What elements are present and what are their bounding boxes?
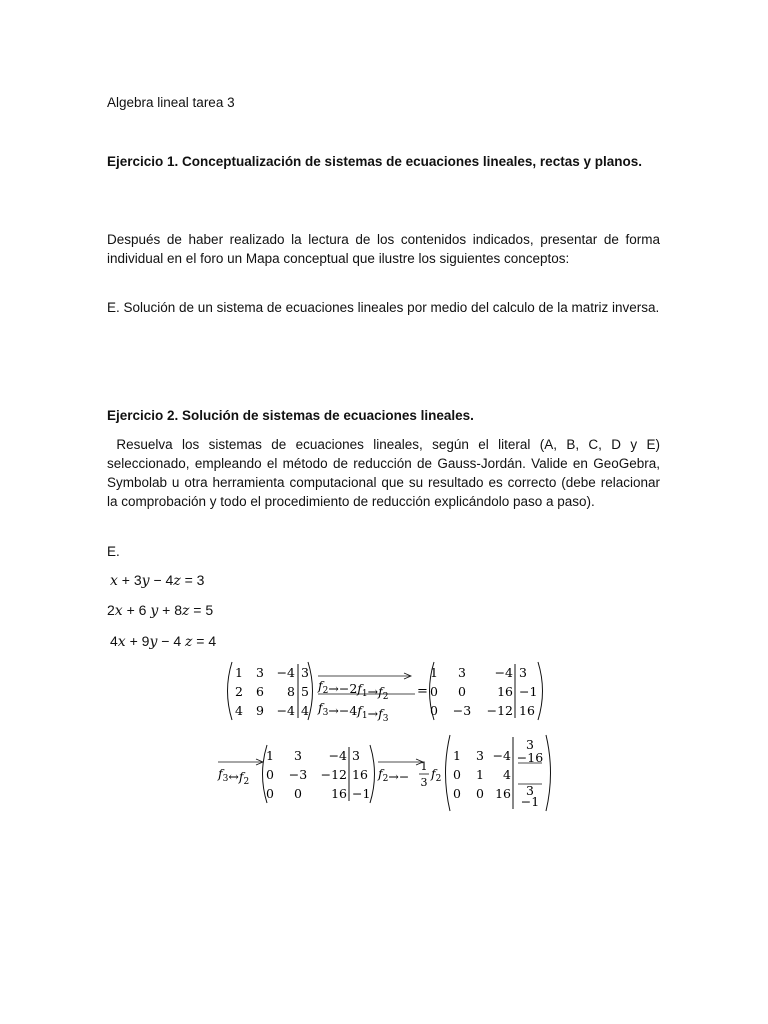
- literal-label: E.: [107, 544, 120, 559]
- equation-term: = 3: [180, 572, 205, 588]
- matrix-cell: −1: [520, 794, 540, 809]
- equation-term: − 4: [157, 633, 186, 649]
- ejercicio1-heading: Ejercicio 1. Conceptualización de sistemas de ecuaciones lineales, rectas y planos.: [107, 154, 642, 169]
- matrix-c-right-paren: [370, 745, 375, 803]
- matrix-cell: −1: [519, 684, 538, 699]
- subscript: 3: [222, 774, 229, 784]
- matrix-cell: 3: [458, 665, 466, 680]
- variable: f: [318, 700, 323, 715]
- variable: f: [431, 766, 436, 781]
- row-op-scale: [377, 766, 409, 784]
- subscript: 3: [322, 708, 329, 718]
- operator: →: [367, 684, 379, 699]
- row-op-scale-target: [430, 766, 441, 784]
- variable: x: [110, 573, 118, 589]
- matrix-cell: 16: [352, 767, 368, 782]
- matrix-cell: −3: [452, 703, 472, 718]
- scale-numerator: 1: [420, 760, 428, 773]
- matrix-d-left-paren: [446, 735, 451, 811]
- equation-term: + 8: [158, 602, 183, 618]
- matrix-cell: 3: [352, 748, 360, 763]
- matrix-cell: 16: [331, 786, 347, 801]
- variable: z: [185, 634, 193, 650]
- subscript: 2: [382, 774, 389, 784]
- operator: →−2: [328, 681, 358, 696]
- equation-term: + 3: [117, 572, 142, 588]
- matrix-cell: 0: [430, 684, 438, 699]
- operator: →−4: [328, 703, 358, 718]
- equation-term: 2: [107, 602, 115, 618]
- matrix-cell: 2: [235, 684, 243, 699]
- variable: f: [357, 681, 362, 696]
- matrix-cell: 5: [301, 684, 309, 699]
- subscript: 1: [361, 689, 368, 699]
- matrix-cell: 3: [301, 665, 309, 680]
- matrix-cell: 9: [256, 703, 264, 718]
- matrix-cell: 6: [256, 684, 264, 699]
- document-title: Algebra lineal tarea 3: [107, 95, 235, 110]
- matrix-cell: 3: [294, 748, 302, 763]
- matrix-cell: −4: [276, 665, 295, 680]
- equation-term: 4: [110, 633, 118, 649]
- variable: f: [318, 678, 323, 693]
- matrix-cell: 0: [476, 786, 484, 801]
- operator: →: [367, 706, 379, 721]
- matrix-cell: 1: [476, 767, 484, 782]
- matrix-cell: 3: [476, 748, 484, 763]
- subscript: 3: [382, 714, 389, 722]
- matrix-cell: 4: [301, 703, 309, 718]
- matrix-cell: 3: [519, 665, 527, 680]
- variable: f: [378, 706, 383, 721]
- equation-2: [107, 601, 213, 621]
- reduction-step-2: [212, 733, 557, 813]
- equation-term: + 9: [125, 633, 150, 649]
- matrix-cell: 3: [256, 665, 264, 680]
- matrix-cell: 1: [266, 748, 274, 763]
- matrix-cell: 8: [287, 684, 295, 699]
- ejercicio1-paragraph: Después de haber realizado la lectura de los contenidos indicados, presentar de forma individual en el foro un Mapa conceptual que ilustre los siguientes conceptos:: [107, 232, 660, 266]
- matrix-b-right-paren: [538, 662, 543, 720]
- variable: x: [117, 634, 126, 650]
- row-op-top: [317, 678, 389, 702]
- matrix-cell: 0: [266, 786, 274, 801]
- row-op-bottom: [317, 700, 389, 722]
- reduction-step-1: [220, 660, 550, 722]
- scale-denominator: 3: [420, 776, 428, 789]
- matrix-cell: −4: [276, 703, 295, 718]
- variable: f: [238, 769, 244, 784]
- matrix-c: [266, 748, 370, 801]
- matrix-d-augmented-column: [517, 737, 543, 809]
- row-op-swap: [217, 766, 249, 787]
- matrix-cell: 1: [430, 665, 438, 680]
- equals-sign: =: [417, 684, 428, 699]
- subscript: 2: [322, 686, 329, 696]
- matrix-b: [430, 665, 537, 718]
- equation-3: [110, 632, 216, 652]
- matrix-cell: 0: [453, 767, 461, 782]
- matrix-cell: −1: [352, 786, 371, 801]
- matrix-a-left-paren: [228, 662, 233, 720]
- matrix-cell: −12: [486, 703, 513, 718]
- variable: z: [173, 573, 181, 589]
- matrix-cell: −4: [328, 748, 347, 763]
- variable: y: [149, 634, 158, 650]
- matrix-cell: 16: [519, 703, 535, 718]
- matrix-cell: −12: [320, 767, 347, 782]
- matrix-cell: −4: [492, 748, 511, 763]
- equation-term: + 6: [122, 602, 151, 618]
- variable: f: [357, 703, 362, 718]
- variable: f: [218, 766, 223, 781]
- matrix-cell: 3: [526, 783, 534, 798]
- subscript: 2: [435, 774, 442, 784]
- matrix-cell: 0: [458, 684, 466, 699]
- matrix-cell: 0: [453, 786, 461, 801]
- subscript: 2: [243, 777, 250, 787]
- variable: f: [378, 684, 383, 699]
- matrix-cell: 4: [235, 703, 243, 718]
- matrix-cell: 0: [294, 786, 302, 801]
- matrix-cell: 16: [497, 684, 513, 699]
- equation-term: = 4: [192, 633, 217, 649]
- matrix-cell: −16: [516, 750, 544, 765]
- matrix-cell: −3: [288, 767, 308, 782]
- operator: ↔: [228, 769, 239, 784]
- subscript: 1: [361, 711, 368, 721]
- matrix-cell: 1: [453, 748, 461, 763]
- matrix-cell: 0: [430, 703, 438, 718]
- variable: y: [150, 603, 159, 619]
- matrix-d-right-paren: [546, 735, 551, 811]
- operator: →−: [388, 769, 410, 784]
- equation-1: [110, 571, 204, 591]
- variable: y: [141, 573, 150, 589]
- ejercicio2-paragraph: Resuelva los sistemas de ecuaciones lineales, según el literal (A, B, C, D y E) seleccionado, empleando el método de reducción de Gauss-Jordán. Valide en GeoGebra, Symbolab u otra herramienta computacional que su resultado es correcto (debe relacionar la comprobación y todo el procedimiento de reducción explicándolo paso a paso).: [107, 437, 664, 509]
- matrix-cell: 1: [235, 665, 243, 680]
- matrix-cell: 16: [495, 786, 511, 801]
- ejercicio1-item-e: E. Solución de un sistema de ecuaciones lineales por medio del calculo de la matriz inversa.: [107, 300, 660, 315]
- matrix-d: [453, 748, 511, 801]
- variable: x: [114, 603, 123, 619]
- variable: f: [378, 766, 383, 781]
- matrix-cell: 0: [266, 767, 274, 782]
- matrix-cell: −4: [494, 665, 513, 680]
- variable: z: [182, 603, 190, 619]
- equation-term: = 5: [189, 602, 214, 618]
- matrix-cell: 3: [526, 737, 534, 752]
- subscript: 2: [382, 692, 389, 702]
- equation-term: − 4: [149, 572, 174, 588]
- matrix-cell: 4: [503, 767, 511, 782]
- ejercicio2-heading: Ejercicio 2. Solución de sistemas de ecuaciones lineales.: [107, 408, 474, 423]
